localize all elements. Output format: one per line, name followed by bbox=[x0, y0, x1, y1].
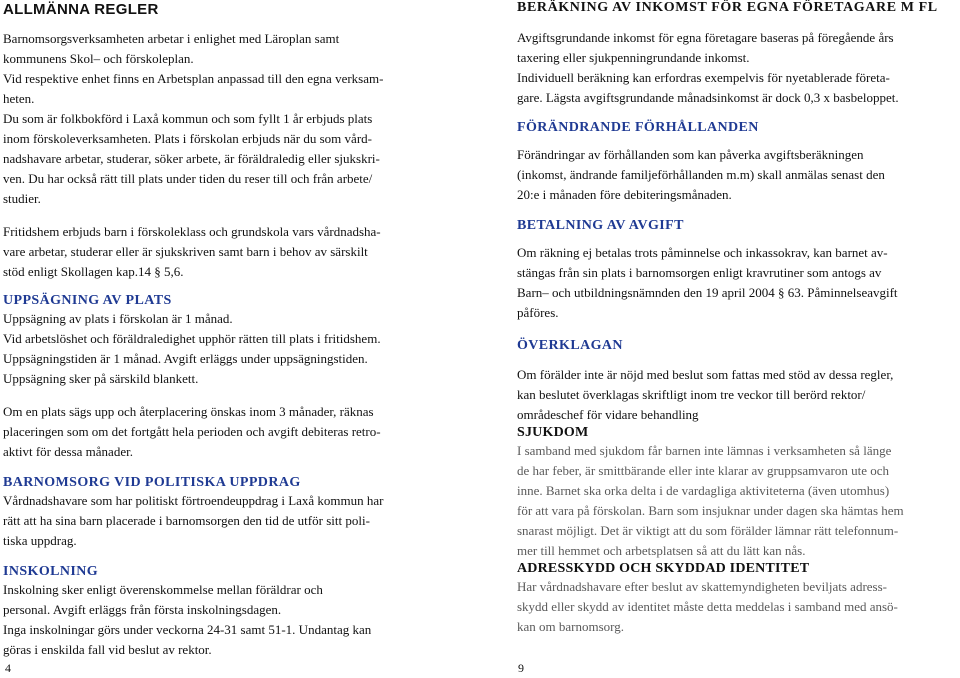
intro-paragraph bbox=[3, 29, 448, 209]
text-line: Barnomsorgsverksamheten arbetar i enlighet med Läroplan samt bbox=[3, 31, 340, 46]
page-number-left: 4 bbox=[5, 661, 11, 675]
text-line: stängas från sin plats i barnomsorgen enligt kravrutiner som antogs av bbox=[517, 265, 882, 280]
text-line: nadshavare arbetar, studerar, söker arbete, är föräldraledig eller sjukskri- bbox=[3, 151, 380, 166]
text-line: Barn– och utbildningsnämnden den 19 april 2004 § 63. Påminnelseavgift bbox=[517, 285, 898, 300]
text-line: Inskolning sker enligt överenskommelse mellan föräldrar och bbox=[3, 582, 323, 597]
text-line: rätt att ha sina barn placerade i barnomsorgen den tid de utför sitt poli- bbox=[3, 513, 370, 528]
text-line: Vid arbetslöshet och föräldraledighet upphör rätten till plats i fritidshem. bbox=[3, 331, 381, 346]
heading-sjukdom: SJUKDOM bbox=[517, 425, 589, 440]
text-line: Du som är folkbokförd i Laxå kommun och som fyllt 1 år erbjuds plats bbox=[3, 111, 373, 126]
page-number-right: 9 bbox=[518, 661, 524, 675]
text-line: vare arbetar, studerar eller är sjukskriven samt barn i behov av särskilt bbox=[3, 244, 368, 259]
text-line: 20:e i månaden före debiteringsmånaden. bbox=[517, 187, 732, 202]
text-line: kan om barnomsorg. bbox=[517, 619, 624, 634]
page-title-allmanna-regler: ALLMÄNNA REGLER bbox=[3, 1, 159, 18]
text-line: skydd eller skydd av identitet måste detta meddelas i samband med ansö- bbox=[517, 599, 898, 614]
sjukdom-paragraph bbox=[517, 441, 957, 561]
right-page bbox=[517, 0, 957, 637]
heading-politiska-uppdrag: BARNOMSORG VID POLITISKA UPPDRAG bbox=[3, 475, 301, 490]
text-line: tiska uppdrag. bbox=[3, 533, 77, 548]
text-line: studier. bbox=[3, 191, 41, 206]
text-line: snarast möjligt. Det är viktigt att du som förälder lämnar rätt telefonnum- bbox=[517, 523, 899, 538]
text-line: Har vårdnadshavare efter beslut av skattemyndigheten beviljats adress- bbox=[517, 579, 887, 594]
text-line: Vid respektive enhet finns en Arbetsplan anpassad till den egna verksam- bbox=[3, 71, 384, 86]
politiska-paragraph bbox=[3, 491, 448, 551]
text-line: Individuell beräkning kan erfordras exempelvis för nyetablerade företa- bbox=[517, 70, 890, 85]
heading-betalning: BETALNING AV AVGIFT bbox=[517, 218, 684, 233]
text-line: Om förälder inte är nöjd med beslut som fattas med stöd av dessa regler, bbox=[517, 367, 894, 382]
text-line: Inga inskolningar görs under veckorna 24-31 samt 51-1. Undantag kan bbox=[3, 622, 372, 637]
forandrade-paragraph bbox=[517, 145, 957, 205]
heading-overklagan: ÖVERKLAGAN bbox=[517, 338, 623, 353]
left-page bbox=[3, 0, 448, 660]
text-line: heten. bbox=[3, 91, 35, 106]
text-line: (inkomst, ändrande familjeförhållanden m.m) skall anmälas senast den bbox=[517, 167, 885, 182]
text-line: Uppsägningstiden är 1 månad. Avgift erläggs under uppsägningstiden. bbox=[3, 351, 368, 366]
text-line: mer till hemmet och arbetsplatsen så att du lätt kan nås. bbox=[517, 543, 806, 558]
berakning-paragraph bbox=[517, 28, 957, 108]
text-line: kommunens Skol– och förskoleplan. bbox=[3, 51, 194, 66]
text-line: personal. Avgift erläggs från första inskolningsdagen. bbox=[3, 602, 282, 617]
text-line: stöd enligt Skollagen kap.14 § 5,6. bbox=[3, 264, 184, 279]
text-line: kan beslutet överklagas skriftligt inom tre veckor till berörd rektor/ bbox=[517, 387, 866, 402]
text-line: Uppsägning av plats i förskolan är 1 månad. bbox=[3, 311, 233, 326]
fritidshem-paragraph bbox=[3, 222, 448, 282]
text-line: gare. Lägsta avgiftsgrundande månadsinkomst är dock 0,3 x basbeloppet. bbox=[517, 90, 899, 105]
text-line: Vårdnadshavare som har politiskt förtroendeuppdrag i Laxå kommun har bbox=[3, 493, 384, 508]
text-line: ven. Du har också rätt till plats under tiden du reser till och från arbete/ bbox=[3, 171, 373, 186]
text-line: inom förskoleverksamheten. Plats i förskolan erbjuds när du som vård- bbox=[3, 131, 372, 146]
text-line: Avgiftsgrundande inkomst för egna företagare baseras på föregående års bbox=[517, 30, 894, 45]
text-line: I samband med sjukdom får barnen inte lämnas i verksamheten så länge bbox=[517, 443, 892, 458]
text-line: Uppsägning sker på särskild blankett. bbox=[3, 371, 199, 386]
inskolning-paragraph bbox=[3, 580, 448, 660]
text-line: Om en plats sägs upp och återplacering önskas inom 3 månader, räknas bbox=[3, 404, 374, 419]
text-line: Fritidshem erbjuds barn i förskoleklass och grundskola vars vårdnadsha- bbox=[3, 224, 381, 239]
text-line: aktivt för dessa månader. bbox=[3, 444, 133, 459]
heading-forandrade-forhallanden: FÖRÄNDRANDE FÖRHÅLLANDEN bbox=[517, 120, 759, 135]
text-line: taxering eller sjukpenningrundande inkomst. bbox=[517, 50, 750, 65]
heading-uppsagning: UPPSÄGNING AV PLATS bbox=[3, 293, 172, 308]
heading-adresskydd: ADRESSKYDD OCH SKYDDAD IDENTITET bbox=[517, 561, 810, 576]
text-line: påföres. bbox=[517, 305, 559, 320]
text-line: de har feber, är smittbärande eller inte klarar av gruppsamvaron ute och bbox=[517, 463, 889, 478]
text-line: Förändringar av förhållanden som kan påverka avgiftsberäkningen bbox=[517, 147, 864, 162]
text-line: inne. Barnet ska orka delta i de vardagliga aktiviteterna (även utomhus) bbox=[517, 483, 890, 498]
heading-inskolning: INSKOLNING bbox=[3, 564, 99, 579]
text-line: göras i enskilda fall vid beslut av rektor. bbox=[3, 642, 212, 657]
adresskydd-paragraph bbox=[517, 577, 957, 637]
page-title-berakning: BERÄKNING AV INKOMST FÖR EGNA FÖRETAGARE M FL bbox=[517, 0, 938, 15]
text-line: Om räkning ej betalas trots påminnelse och inkassokrav, kan barnet av- bbox=[517, 245, 888, 260]
overklagan-paragraph bbox=[517, 365, 957, 425]
text-line: placeringen som om det fortgått hela perioden och avgift debiteras retro- bbox=[3, 424, 381, 439]
uppsagning-paragraph bbox=[3, 309, 448, 389]
betalning-paragraph bbox=[517, 243, 957, 323]
aterplacering-paragraph bbox=[3, 402, 448, 462]
text-line: för att vara på förskolan. Barn som insjuknar under dagen ska hämtas hem bbox=[517, 503, 904, 518]
text-line: områdeschef för vidare behandling bbox=[517, 407, 699, 422]
